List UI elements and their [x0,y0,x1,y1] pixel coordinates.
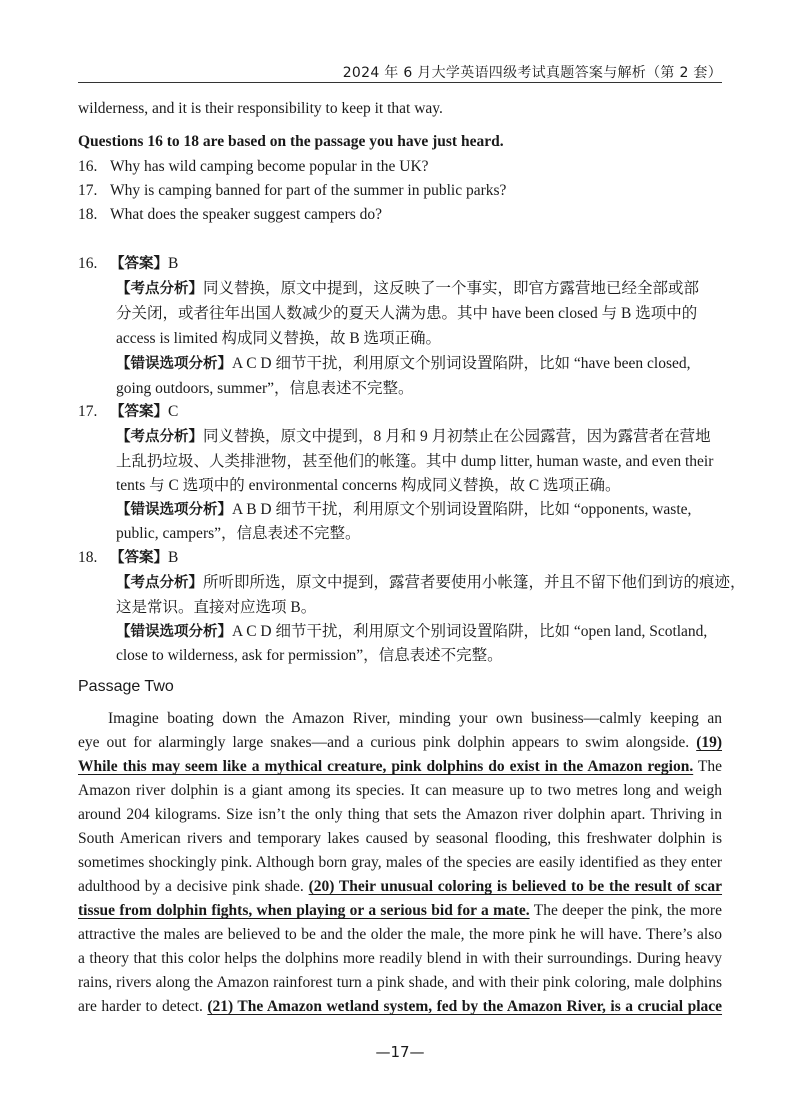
page-number: —17— [375,1043,425,1061]
analysis-line: 【考点分析】同义替换，原文中提到，这反映了一个事实，即官方露营地已经全部或部 [116,280,700,297]
passage-line: adulthood by a decisive pink shade. (20) Their unusual coloring is believed to be the result of scar [78,878,723,895]
question-number: 17. [78,182,98,199]
answer-highlight-20: (20) Their unusual coloring is believed to be the result of scar [308,878,723,895]
passage-title: Passage Two [78,678,174,695]
error-analysis-line: going outdoors, summer”，信息表述不完整。 [116,380,414,397]
answer-label: 【答案】 [110,256,168,272]
answer-value: B [168,549,179,566]
question-18 [78,203,382,228]
passage-line: Amazon river dolphin is a giant among its species. It can measure up to two metres long and weigh [78,782,722,799]
answer-number: 16. [78,255,98,272]
analysis-line: 【考点分析】同义替换，原文中提到，8 月和 9 月初禁止在公园露营，因为露营者在营地 [116,428,711,445]
answer-highlight-19: (19) [696,734,723,751]
error-analysis-line: close to wilderness, ask for permission”，信息表述不完整。 [116,647,503,664]
error-analysis-line: 【错误选项分析】A C D 细节干扰，利用原文个别词设置陷阱，比如 “open land, Scotland, [116,623,708,640]
passage-line: While this may seem like a mythical creature, pink dolphins do exist in the Amazon region. The [78,758,722,775]
questions-heading: Questions 16 to 18 are based on the passage you have just heard. [78,133,504,150]
question-number: 16. [78,158,98,175]
analysis-line: 分关闭，或者往年出国人数减少的夏天人满为患。其中 have been closed 与 B 选项中的 [116,305,698,322]
answer-18 [78,546,178,571]
error-analysis-line: 【错误选项分析】A B D 细节干扰，利用原文个别词设置陷阱，比如 “opponents, waste, [116,501,692,518]
answer-number: 17. [78,403,98,420]
passage-line: a theory that this color helps the dolphins more readily blend in with their surroundings. During heavy [78,950,722,967]
passage-line: Imagine boating down the Amazon River, minding your own business—calmly keeping an [108,710,722,727]
passage-line: tissue from dolphin fights, when playing or a serious bid for a mate. The deeper the pink, the more [78,902,722,919]
answer-17 [78,400,178,425]
analysis-label: 【考点分析】 [116,429,203,445]
answer-value: C [168,403,179,420]
question-text: Why has wild camping become popular in the UK? [110,158,429,175]
question-text: Why is camping banned for part of the summer in public parks? [110,182,507,199]
analysis-line: 【考点分析】所听即所选，原文中提到，露营者要使用小帐篷，并且不留下他们到访的痕迹， [116,574,746,591]
analysis-line: tents 与 C 选项中的 environmental concerns 构成同义替换，故 C 选项正确。 [116,477,621,494]
passage-line: South American rivers and temporary lakes caused by seasonal flooding, this freshwater dolphin is [78,830,722,847]
answer-label: 【答案】 [110,550,168,566]
question-17 [78,179,506,204]
question-number: 18. [78,206,98,223]
analysis-line: 上乱扔垃圾、人类排泄物，甚至他们的帐篷。其中 dump litter, human waste, and even their [116,453,714,470]
passage-line: around 204 kilograms. Size isn’t the only thing that sets the Amazon river dolphin apart. Thriving in [78,806,722,823]
error-analysis-line: public, campers”，信息表述不完整。 [116,525,361,542]
error-label: 【错误选项分析】 [116,356,232,372]
answer-highlight-19: While this may seem like a mythical creature, pink dolphins do exist in the Amazon region. [78,758,694,775]
header-title: 2024 年 6 月大学英语四级考试真题答案与解析（第 2 套） [342,65,722,81]
error-label: 【错误选项分析】 [116,624,232,640]
analysis-label: 【考点分析】 [116,575,203,591]
passage-line: sometimes shockingly pink. Although born gray, males of the species are easily identified as they enter [78,854,722,871]
analysis-label: 【考点分析】 [116,281,203,297]
passage-line: rains, rivers along the Amazon rainforest turn a pink shade, and with their pink coloring, male dolphins [78,974,722,991]
passage-line: attractive the males are believed to be and the older the male, the more pink he will have. There’s also [78,926,722,943]
answer-label: 【答案】 [110,404,168,420]
error-analysis-line: 【错误选项分析】A C D 细节干扰，利用原文个别词设置陷阱，比如 “have been closed, [116,355,691,372]
analysis-line: 这是常识。直接对应选项 B。 [116,599,317,616]
answer-number: 18. [78,549,98,566]
answer-16 [78,252,178,277]
error-label: 【错误选项分析】 [116,502,232,518]
answer-highlight-20: tissue from dolphin fights, when playing or a serious bid for a mate. [78,902,530,919]
passage-line: are harder to detect. (21) The Amazon wetland system, fed by the Amazon River, is a crucial place [78,998,723,1015]
question-16 [78,155,429,180]
passage-line: eye out for alarmingly large snakes—and a curious pink dolphin appears to swim alongside. (19) [78,734,723,751]
answer-highlight-21: (21) The Amazon wetland system, fed by the Amazon River, is a crucial place [207,998,723,1015]
question-text: What does the speaker suggest campers do? [110,206,383,223]
continuation-text: wilderness, and it is their responsibility to keep it that way. [78,100,443,117]
answer-value: B [168,255,179,272]
analysis-line: access is limited 构成同义替换，故 B 选项正确。 [116,330,442,347]
page-header [78,58,722,83]
